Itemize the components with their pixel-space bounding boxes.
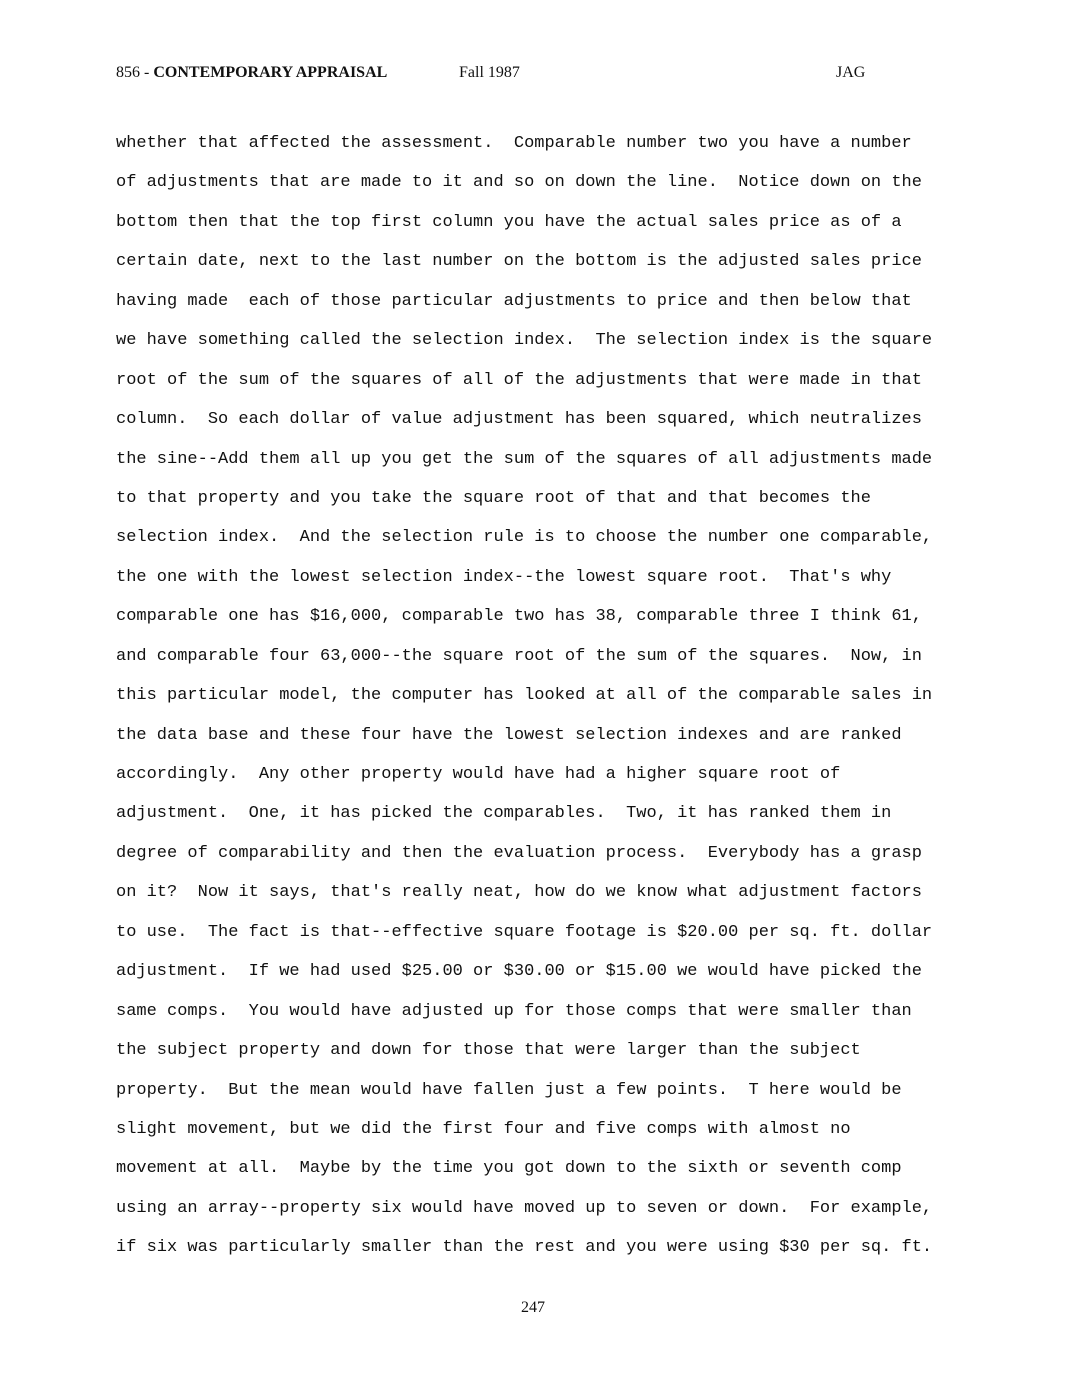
text-line: to use. The fact is that--effective square footage is $20.00 per sq. ft. dollar — [116, 922, 933, 942]
text-line: having made each of those particular adjustments to price and then below that — [116, 291, 912, 311]
text-line: if six was particularly smaller than the rest and you were using $30 per sq. ft. — [116, 1238, 933, 1258]
text-line: the data base and these four have the lowest selection indexes and are ranked — [116, 725, 902, 745]
text-line: same comps. You would have adjusted up for those comps that were smaller than — [116, 1001, 912, 1021]
text-line: this particular model, the computer has looked at all of the comparable sales in — [116, 686, 933, 706]
page-header — [116, 62, 876, 84]
text-line: we have something called the selection index. The selection index is the square — [116, 331, 933, 351]
text-line: property. But the mean would have fallen just a few points. T here would be — [116, 1080, 902, 1100]
text-line: to that property and you take the square root of that and that becomes the — [116, 488, 871, 508]
course-heading — [116, 62, 387, 84]
text-line: column. So each dollar of value adjustment has been squared, which neutralizes — [116, 410, 922, 430]
text-line: slight movement, but we did the first four and five comps with almost no — [116, 1119, 851, 1139]
text-line: on it? Now it says, that's really neat, how do we know what adjustment factors — [116, 883, 922, 903]
text-line: whether that affected the assessment. Comparable number two you have a number — [116, 134, 912, 153]
transcript-body — [116, 124, 1016, 1268]
course-number: 856 - — [116, 64, 154, 81]
text-line: adjustment. If we had used $25.00 or $30.00 or $15.00 we would have picked the — [116, 962, 922, 982]
course-title: CONTEMPORARY APPRAISAL — [153, 64, 388, 81]
text-line: of adjustments that are made to it and so on down the line. Notice down on the — [116, 173, 922, 193]
text-line: certain date, next to the last number on the bottom is the adjusted sales price — [116, 252, 922, 272]
text-line: accordingly. Any other property would have had a higher square root of — [116, 765, 841, 784]
text-line: bottom then that the top first column you have the actual sales price as of a — [116, 212, 902, 232]
term-label: Fall 1987 — [459, 64, 520, 81]
text-line: selection index. And the selection rule is to choose the number one comparable, — [116, 528, 933, 548]
page-number: 247 — [521, 1299, 545, 1316]
text-line: using an array--property six would have moved up to seven or down. For example, — [116, 1198, 933, 1218]
text-line: degree of comparability and then the evaluation process. Everybody has a grasp — [116, 843, 922, 863]
text-line: adjustment. One, it has picked the comparables. Two, it has ranked them in — [116, 804, 892, 824]
text-line: movement at all. Maybe by the time you got down to the sixth or seventh comp — [116, 1159, 902, 1179]
author-initials: JAG — [836, 64, 866, 81]
text-line: the sine--Add them all up you get the sum of the squares of all adjustments made — [116, 449, 933, 469]
text-line: the one with the lowest selection index--the lowest square root. That's why — [116, 567, 892, 587]
text-line: the subject property and down for those that were larger than the subject — [116, 1041, 861, 1061]
text-line: root of the sum of the squares of all of the adjustments that were made in that — [116, 370, 922, 390]
text-line: comparable one has $16,000, comparable two has 38, comparable three I think 61, — [116, 607, 922, 627]
text-line: and comparable four 63,000--the square root of the sum of the squares. Now, in — [116, 646, 922, 666]
